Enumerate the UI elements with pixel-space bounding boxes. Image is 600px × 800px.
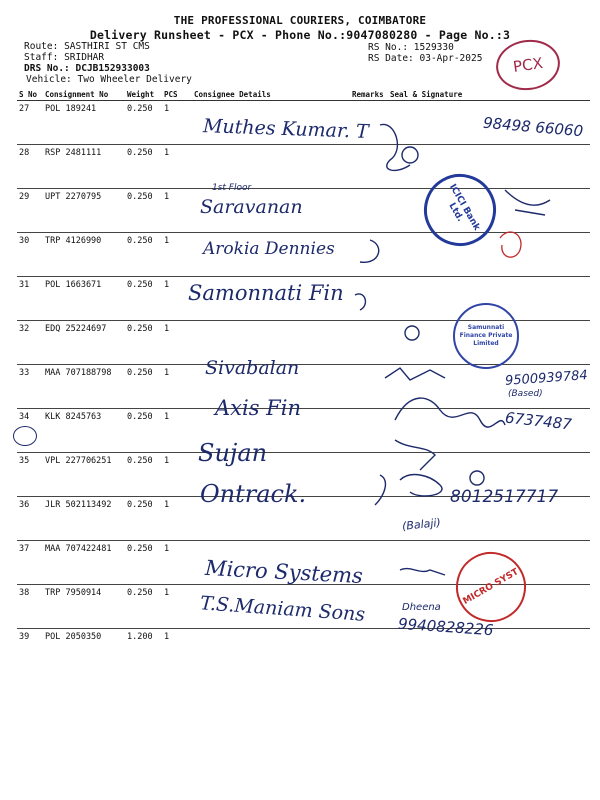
sno-cell: 33 <box>17 365 43 409</box>
weight-cell: 1.200 <box>127 632 153 642</box>
vehicle-value: Two Wheeler Delivery <box>77 74 192 85</box>
rs-date-value: 03-Apr-2025 <box>419 53 483 64</box>
consignee-handwriting: Axis Fin <box>215 396 301 420</box>
sno-cell: 28 <box>17 145 43 189</box>
samunnati-seal: Samunnati Finance Private Limited <box>453 303 519 369</box>
consignment-cell: JLR 502113492 <box>43 497 125 541</box>
sno-cell: 31 <box>17 277 43 321</box>
weight-cell: 0.250 <box>125 189 162 233</box>
consignee-handwriting: T.S.Maniam Sons <box>199 592 366 626</box>
phone-note: 6737487 <box>504 408 573 434</box>
weight-cell: 0.250 <box>125 453 162 497</box>
signature-stroke <box>355 294 365 310</box>
weight-cell: 0.250 <box>125 101 162 145</box>
consignee-handwriting: Sujan <box>198 439 268 467</box>
micro-systems-seal: MICRO SYST <box>443 539 539 635</box>
phone-note: 98498 66060 <box>482 113 584 141</box>
col-seal: Seal & Signature <box>388 89 590 101</box>
staff-label: Staff: <box>24 52 59 63</box>
sno-cell: 35 <box>17 453 43 497</box>
sno-cell: 38 <box>17 585 43 629</box>
pcs-cell: 1 <box>162 541 192 585</box>
consignee-handwriting: Arokia Dennies <box>203 239 335 259</box>
sno-cell: 30 <box>17 233 43 277</box>
sno-cell: 29 <box>17 189 43 233</box>
phone-note: 9500939784 <box>504 368 589 389</box>
signature-stroke <box>380 124 410 170</box>
signature-stroke <box>395 398 505 427</box>
weight-cell: 0.250 <box>125 409 162 453</box>
pcx-stamp: PCX <box>493 36 563 94</box>
pcs-cell: 1 <box>162 365 192 409</box>
vehicle-label: Vehicle: <box>26 74 72 85</box>
consignment-cell: POL 189241 <box>43 101 125 145</box>
signature-stroke <box>500 232 521 257</box>
route-value: SASTHIRI ST CMS <box>64 41 150 52</box>
runsheet-subtitle: Delivery Runsheet - PCX - Phone No.:9047080280 - Page No.:3 <box>89 28 511 42</box>
floor-note: 1st Floor <box>212 183 252 193</box>
icici-bank-seal: ICICI Bank Ltd. <box>411 161 509 259</box>
pcs-cell: 1 <box>162 321 192 365</box>
signature-stroke <box>395 440 435 470</box>
signature-stroke <box>375 475 385 505</box>
rs-no-value: 1529330 <box>413 42 454 53</box>
consignment-cell: TRP 7950914 <box>43 585 125 629</box>
phone-note-tag: (Based) <box>508 389 543 399</box>
consignee-handwriting: Saravanan <box>200 196 303 218</box>
col-consignment: Consignment No <box>43 89 125 101</box>
pcs-cell: 1 <box>164 632 170 642</box>
signature-stroke <box>470 471 484 485</box>
weight-cell: 0.250 <box>125 497 162 541</box>
consignment-cell: UPT 2270795 <box>43 189 125 233</box>
signature-stroke <box>400 475 442 496</box>
consignment-cell: POL 2050350 <box>45 632 102 642</box>
consignment-cell: RSP 2481111 <box>43 145 125 189</box>
signature-stroke <box>400 569 445 575</box>
consignment-cell: KLK 8245763 <box>43 409 125 453</box>
col-sno: S No <box>17 89 43 101</box>
consignment-cell: EDQ 25224697 <box>43 321 125 365</box>
sno-cell: 37 <box>17 541 43 585</box>
consignee-handwriting: Muthes Kumar. T <box>202 115 370 143</box>
signature-stroke <box>360 240 379 262</box>
consignment-cell: POL 1663671 <box>43 277 125 321</box>
sno-cell: 39 <box>19 632 30 642</box>
sno-cell: 36 <box>17 497 43 541</box>
consignee-handwriting: Micro Systems <box>204 555 364 589</box>
signature-stroke <box>402 147 418 163</box>
weight-cell: 0.250 <box>125 145 162 189</box>
col-consignee: Consignee Details <box>192 89 350 101</box>
consignment-cell: MAA 707188798 <box>43 365 125 409</box>
consignee-handwriting: Samonnati Fin <box>188 281 344 305</box>
sno-cell: 27 <box>17 101 43 145</box>
pcs-cell: 1 <box>162 277 192 321</box>
consignment-cell: TRP 4126990 <box>43 233 125 277</box>
consignment-cell: VPL 227706251 <box>43 453 125 497</box>
receiver-note: Dheena <box>402 602 441 613</box>
signature-stroke <box>505 190 550 215</box>
rs-date-label: RS Date: <box>368 53 414 64</box>
weight-cell: 0.250 <box>125 365 162 409</box>
signature-stroke <box>385 368 445 380</box>
col-weight: Weight <box>125 89 162 101</box>
drs-label: DRS No.: <box>24 63 70 74</box>
weight-cell: 0.250 <box>125 321 162 365</box>
consignment-cell: MAA 707422481 <box>43 541 125 585</box>
consignee-handwriting: Sivabalan <box>205 357 300 379</box>
weight-cell: 0.250 <box>125 541 162 585</box>
sno-cell: 32 <box>17 321 43 365</box>
pcs-cell: 1 <box>162 585 192 629</box>
sno-cell: 34 <box>17 409 43 453</box>
col-remarks: Remarks <box>350 89 388 101</box>
route-label: Route: <box>24 41 59 52</box>
pcs-cell: 1 <box>162 145 192 189</box>
receiver-note: (Balaji) <box>401 516 442 533</box>
signature-stroke <box>405 326 419 340</box>
phone-note: 9940828226 <box>397 614 494 640</box>
pcs-cell: 1 <box>162 453 192 497</box>
pcs-cell: 1 <box>162 497 192 541</box>
pcs-cell: 1 <box>162 189 192 233</box>
pcs-cell: 1 <box>162 101 192 145</box>
weight-cell: 0.250 <box>125 585 162 629</box>
col-pcs: PCS <box>162 89 192 101</box>
drs-value: DCJB152933003 <box>75 63 150 74</box>
company-title: THE PROFESSIONAL COURIERS, COIMBATORE <box>173 14 427 27</box>
pcs-cell: 1 <box>162 409 192 453</box>
weight-cell: 0.250 <box>125 233 162 277</box>
pcs-cell: 1 <box>162 233 192 277</box>
staff-value: SRIDHAR <box>64 52 105 63</box>
phone-note: 8012517717 <box>450 487 559 507</box>
weight-cell: 0.250 <box>125 277 162 321</box>
rs-no-label: RS No.: <box>368 42 409 53</box>
consignee-handwriting: Ontrack. <box>200 480 307 508</box>
